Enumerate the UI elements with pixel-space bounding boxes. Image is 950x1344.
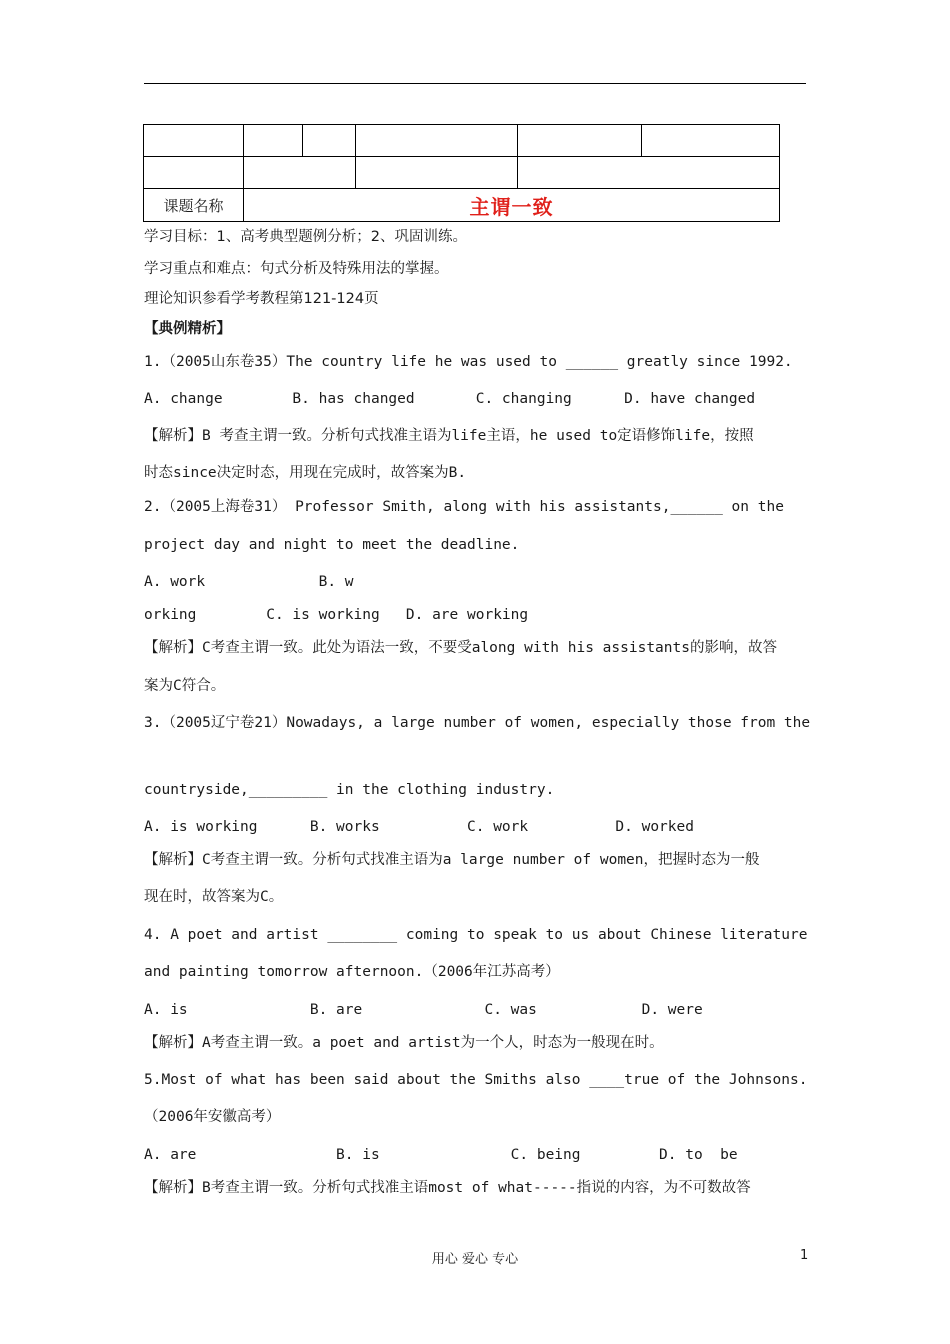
header-cell (356, 125, 518, 157)
options-line: orking C. is working D. are working (144, 607, 529, 623)
options-line: A. work B. w (144, 574, 354, 590)
question-line: 2.（2005上海卷31） Professor Smith, along with his assistants,______ on the (144, 499, 784, 515)
page-number: 1 (800, 1248, 809, 1263)
options-line: A. change B. has changed C. changing D. have changed (144, 391, 756, 407)
question-line: countryside,_________ in the clothing industry. (144, 782, 555, 798)
question-line: 1.（2005山东卷35）The country life he was used to ______ greatly since 1992. (144, 354, 793, 370)
header-cell (144, 157, 244, 189)
analysis-line: 时态since决定时态，用现在完成时，故答案为B. (144, 465, 467, 481)
analysis-line: 【解析】A考查主谓一致。a poet and artist为一个人，时态为一般现在时。 (144, 1035, 664, 1051)
page-footer: 用心 爱心 专心 (431, 1252, 519, 1267)
question-line: 3.（2005辽宁卷21）Nowadays, a large number of women, especially those from the (144, 715, 811, 731)
key-points: 学习重点和难点：句式分析及特殊用法的掌握。 (144, 261, 449, 277)
question-line: 5.Most of what has been said about the Smiths also ____true of the Johnsons. (144, 1072, 808, 1088)
learning-goal: 学习目标：1、高考典型题例分析；2、巩固训练。 (144, 229, 467, 245)
header-rule (144, 83, 806, 84)
lesson-title: 主谓一致 (244, 189, 780, 222)
analysis-line: 【解析】B考查主谓一致。分析句式找准主语most of what-----指说的内容，为不可数故答 (144, 1180, 751, 1196)
reference-note: 理论知识参看学考教程第121-124页 (144, 291, 379, 307)
lesson-header-table (143, 124, 780, 222)
analysis-line: 【解析】B 考查主谓一致。分析句式找准主语为life主语，he used to定语修饰life，按照 (144, 428, 754, 444)
section-heading: 【典例精析】 (144, 321, 231, 337)
lesson-name-label: 课题名称 (144, 189, 244, 222)
header-cell (303, 125, 356, 157)
analysis-line: 【解析】C考查主谓一致。此处为语法一致，不要受along with his assistants的影响，故答 (144, 640, 777, 656)
header-cell (244, 125, 303, 157)
options-line: A. is B. are C. was D. were (144, 1002, 703, 1018)
options-line: A. is working B. works C. work D. worked (144, 819, 694, 835)
analysis-line: 案为C符合。 (144, 678, 226, 694)
header-row-2 (144, 157, 780, 189)
header-cell (518, 125, 642, 157)
question-line: project day and night to meet the deadline. (144, 537, 520, 553)
question-line: 4. A poet and artist ________ coming to speak to us about Chinese literature (144, 927, 808, 943)
header-cell (356, 157, 518, 189)
header-cell (518, 157, 780, 189)
options-line: A. are B. is C. being D. to be (144, 1147, 738, 1163)
header-row-3 (144, 189, 780, 222)
question-line: and painting tomorrow afternoon.（2006年江苏高考） (144, 964, 560, 980)
analysis-line: 【解析】C考查主谓一致。分析句式找准主语为a large number of women，把握时态为一般 (144, 852, 760, 868)
header-cell (144, 125, 244, 157)
header-cell (244, 157, 356, 189)
analysis-line: 现在时，故答案为C。 (144, 889, 284, 905)
header-cell (642, 125, 780, 157)
question-source: （2006年安徽高考） (144, 1109, 281, 1125)
header-row-1 (144, 125, 780, 157)
